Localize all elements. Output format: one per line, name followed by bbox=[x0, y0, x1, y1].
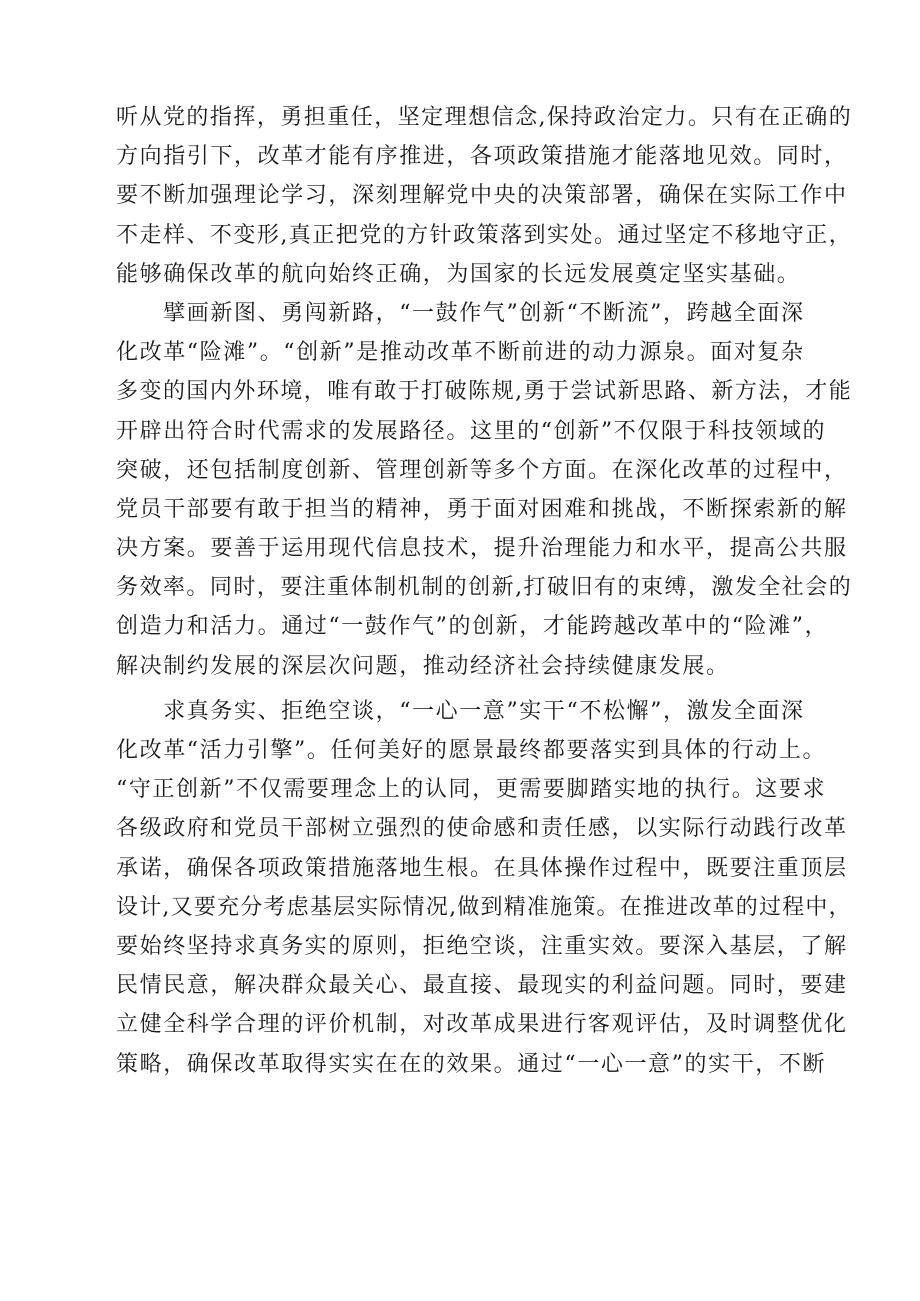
text-line: 各级政府和党员干部树立强烈的使命感和责任感，以实际行动践行改革 bbox=[116, 816, 848, 842]
text-line: 要不断加强理论学习，深刻理解党中央的决策部署，确保在实际工作中 bbox=[116, 183, 848, 209]
paragraph bbox=[116, 294, 852, 686]
text-line: 求真务实、拒绝空谈，“一心一意”实干“不松懈”，激发全面深 bbox=[116, 698, 805, 724]
text-line: 设计,又要充分考虑基层实际情况,做到精准施策。在推进改革的过程中， bbox=[116, 894, 852, 920]
text-line: 策略，确保改革取得实实在在的效果。通过“一心一意”的实干，不断 bbox=[116, 1051, 827, 1077]
text-line: 多变的国内外环境，唯有敢于打破陈规,勇于尝试新思路、新方法，才能 bbox=[116, 379, 853, 405]
document-body bbox=[116, 98, 852, 1084]
text-line: 创造力和活力。通过“一鼓作气”的创新，才能跨越改革中的“险滩”， bbox=[116, 614, 829, 640]
text-line: “守正创新”不仅需要理念上的认同，更需要脚踏实地的执行。这要求 bbox=[116, 777, 827, 803]
text-line: 听从党的指挥，勇担重任，坚定理想信念,保持政治定力。只有在正确的 bbox=[116, 105, 853, 130]
text-line: 决方案。要善于运用现代信息技术，提升治理能力和水平，提高公共服 bbox=[116, 536, 848, 562]
text-line: 立健全科学合理的评价机制，对改革成果进行客观评估，及时调整优化 bbox=[116, 1012, 848, 1038]
text-line: 方向指引下，改革才能有序推进，各项政策措施才能落地见效。同时， bbox=[116, 144, 848, 170]
text-line: 能够确保改革的航向始终正确，为国家的长远发展奠定坚实基础。 bbox=[116, 261, 801, 287]
paragraph bbox=[116, 692, 852, 1084]
text-line: 化改革“活力引擎”。任何美好的愿景最终都要落实到具体的行动上。 bbox=[116, 738, 827, 763]
text-line: 民情民意，解决群众最关心、最直接、最现实的利益问题。同时，要建 bbox=[116, 973, 848, 999]
text-line: 务效率。同时，要注重体制机制的创新,打破旧有的束缚，激发全社会的 bbox=[116, 575, 853, 601]
text-line: 不走样、不变形,真正把党的方针政策落到实处。通过坚定不移地守正， bbox=[116, 222, 853, 248]
text-line: 擘画新图、勇闯新路，“一鼓作气”创新“不断流”，跨越全面深 bbox=[116, 300, 805, 326]
text-line: 开辟出符合时代需求的发展路径。这里的“创新”不仅限于科技领域的 bbox=[116, 418, 827, 444]
paragraph bbox=[116, 98, 852, 294]
text-line: 化改革“险滩”。“创新”是推动改革不断前进的动力源泉。面对复杂 bbox=[116, 340, 805, 366]
text-line: 解决制约发展的深层次问题，推动经济社会持续健康发展。 bbox=[116, 653, 730, 679]
text-line: 突破，还包括制度创新、管理创新等多个方面。在深化改革的过程中， bbox=[116, 457, 848, 483]
text-line: 要始终坚持求真务实的原则，拒绝空谈，注重实效。要深入基层，了解 bbox=[116, 933, 848, 959]
text-line: 党员干部要有敢于担当的精神，勇于面对困难和挑战，不断探索新的解 bbox=[116, 496, 848, 522]
text-line: 承诺，确保各项政策措施落地生根。在具体操作过程中，既要注重顶层 bbox=[116, 855, 848, 881]
